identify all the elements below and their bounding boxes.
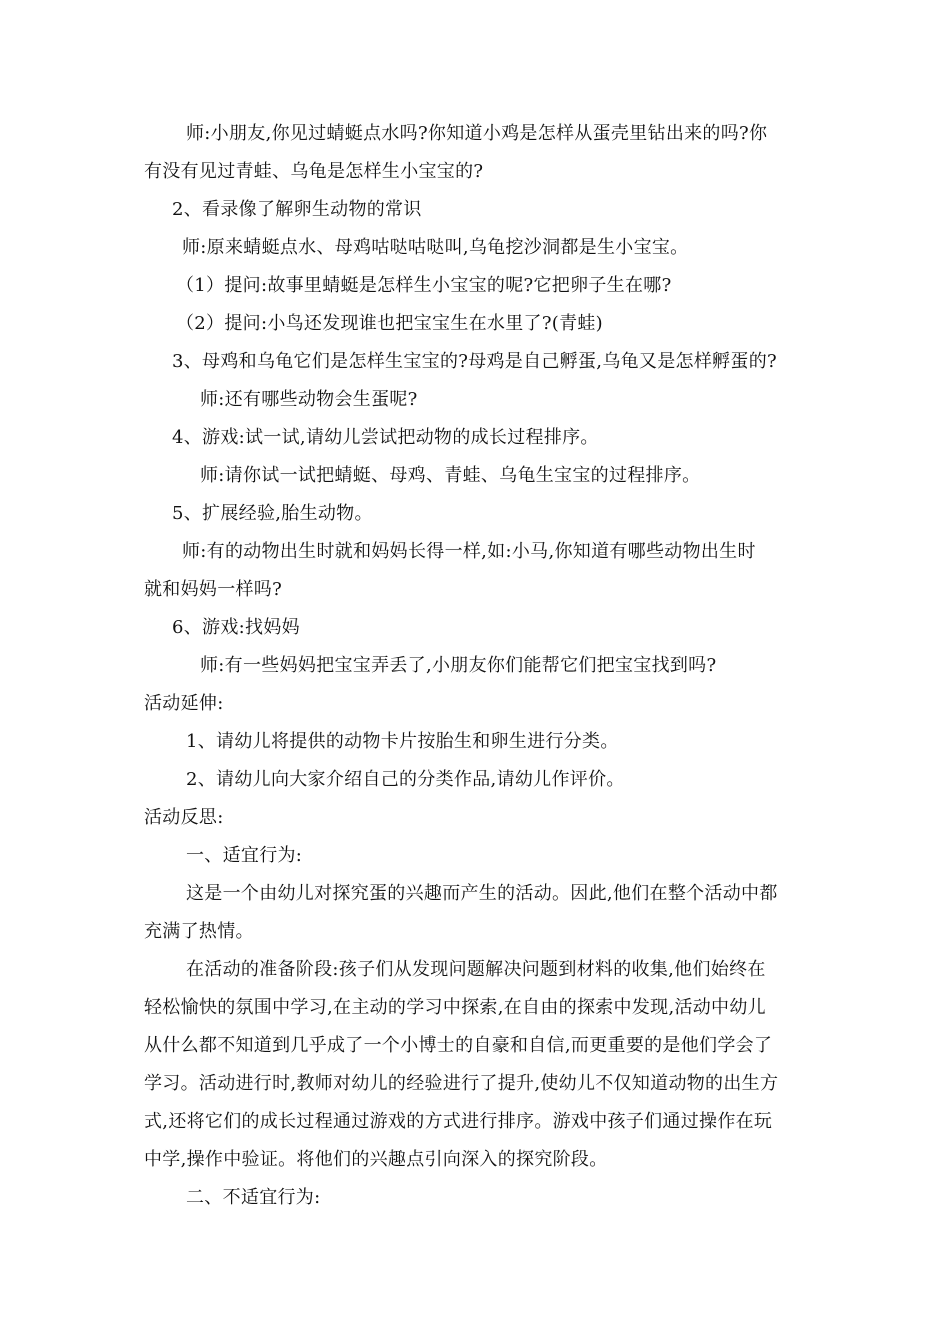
text-line: 师:有的动物出生时就和妈妈长得一样,如:小马,你知道有哪些动物出生时 (182, 541, 756, 562)
text-line: （2）提问:小鸟还发现谁也把宝宝生在水里了?(青蛙) (176, 313, 604, 334)
text-line: 师:还有哪些动物会生蛋呢? (200, 389, 418, 410)
text-line: 学习。活动进行时,教师对幼儿的经验进行了提升,使幼儿不仅知道动物的出生方 (144, 1073, 779, 1094)
section-heading: 5、扩展经验,胎生动物。 (172, 503, 373, 524)
section-heading: 2、看录像了解卵生动物的常识 (172, 199, 422, 220)
text-line: 充满了热情。 (144, 921, 254, 942)
section-heading: 一、适宜行为: (186, 845, 303, 866)
section-heading: 4、游戏:试一试,请幼儿尝试把动物的成长过程排序。 (172, 427, 599, 448)
text-line: 轻松愉快的氛围中学习,在主动的学习中探索,在自由的探索中发现,活动中幼儿 (144, 997, 766, 1018)
text-line: 有没有见过青蛙、乌龟是怎样生小宝宝的? (144, 161, 484, 182)
text-line: 师:请你试一试把蜻蜓、母鸡、青蛙、乌龟生宝宝的过程排序。 (200, 465, 701, 486)
section-title: 活动反思: (144, 807, 224, 828)
text-line: 式,还将它们的成长过程通过游戏的方式进行排序。游戏中孩子们通过操作在玩 (144, 1111, 773, 1132)
text-line: 就和妈妈一样吗? (144, 579, 283, 600)
section-title: 活动延伸: (144, 693, 224, 714)
text-line: 1、请幼儿将提供的动物卡片按胎生和卵生进行分类。 (186, 731, 619, 752)
text-line: 师:有一些妈妈把宝宝弄丢了,小朋友你们能帮它们把宝宝找到吗? (200, 655, 717, 676)
text-line: 师:原来蜻蜓点水、母鸡咕哒咕哒叫,乌龟挖沙洞都是生小宝宝。 (182, 237, 689, 258)
text-line: 2、请幼儿向大家介绍自己的分类作品,请幼儿作评价。 (186, 769, 625, 790)
text-line: 从什么都不知道到几乎成了一个小博士的自豪和自信,而更重要的是他们学会了 (144, 1035, 773, 1056)
text-line: 师:小朋友,你见过蜻蜓点水吗?你知道小鸡是怎样从蛋壳里钻出来的吗?你 (186, 123, 768, 144)
text-line: 这是一个由幼儿对探究蛋的兴趣而产生的活动。因此,他们在整个活动中都 (186, 883, 778, 904)
section-heading: 6、游戏:找妈妈 (172, 617, 300, 638)
text-line: 中学,操作中验证。将他们的兴趣点引向深入的探究阶段。 (144, 1149, 608, 1170)
section-heading: 3、母鸡和乌龟它们是怎样生宝宝的?母鸡是自己孵蛋,乌龟又是怎样孵蛋的? (172, 351, 777, 372)
section-heading: 二、不适宜行为: (186, 1187, 321, 1208)
text-line: （1）提问:故事里蜻蜓是怎样生小宝宝的呢?它把卵子生在哪? (176, 275, 672, 296)
text-line: 在活动的准备阶段:孩子们从发现问题解决问题到材料的收集,他们始终在 (186, 959, 766, 980)
